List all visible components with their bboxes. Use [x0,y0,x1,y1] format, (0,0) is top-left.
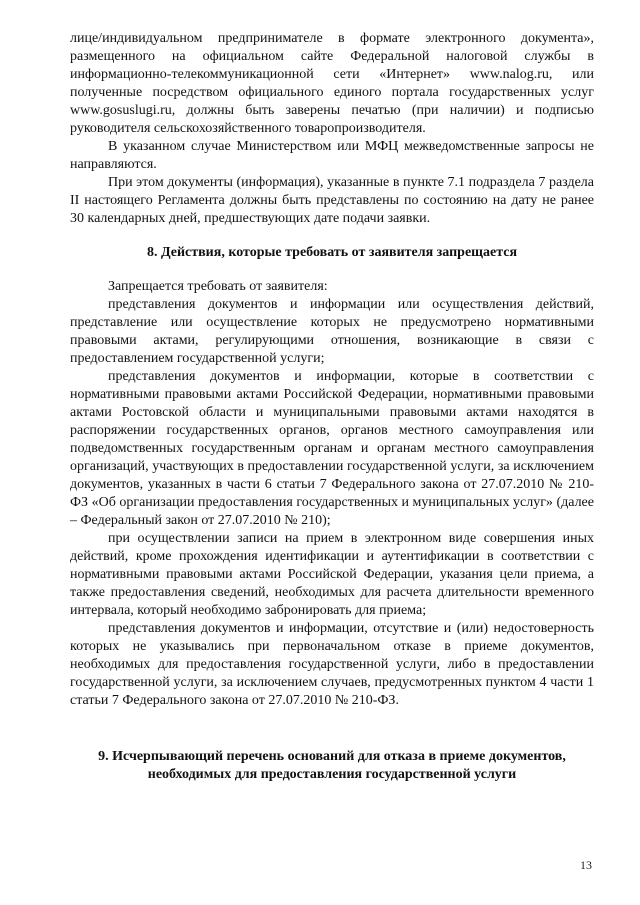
section-8-heading: 8. Действия, которые требовать от заявителя запрещается [146,245,518,260]
section-9-heading-line-1: 9. Исчерпывающий перечень оснований для отказа в приеме документов, [98,749,566,764]
paragraph-prohibited-item-4: представления документов и информации, отсутствие и (или) недостоверность которых не указывались при первоначальном отказе в приеме документов, необходимых для предоставления государственной услуги, либо в предоставлении государственной услуги, за исключением случаев, предусмотренных пунктом 4 части 1 статьи 7 Федерального закона от 27.07.2010 № 210-ФЗ. [70,621,594,708]
paragraph-electronic-document: лице/индивидуальном предпринимателе в формате электронного документа», размещенного на официальном сайте Федеральной налоговой службы в информационно-телекоммуникационной сети «Интернет» www.nalog.ru, или полученные посредством официального единого портала государственных услуг www.gosuslugi.ru, должны быть заверены печатью (при наличии) и подписью руководителя сельскохозяйственного товаропроизводителя. [70,31,594,136]
paragraph-prohibited-item-3: при осуществлении записи на прием в электронном виде совершения иных действий, кроме прохождения идентификации и аутентификации в соответствии с нормативными правовыми актами Российской Федерации, указания цели приема, а также предоставления сведений, необходимых для расчета длительности временного интервала, который необходимо забронировать для приема; [70,531,594,618]
section-9-heading-line-2: необходимых для предоставления государственной услуги [147,767,517,782]
paragraph-no-requests: В указанном случае Министерством или МФЦ межведомственные запросы не направляются. [70,139,594,172]
paragraph-prohibited-item-2: представления документов и информации, которые в соответствии с нормативными правовыми актами Российской Федерации, нормативными правовыми актами Ростовской области и муниципальными правовыми актами находятся в распоряжении государственных органов, органов местного самоуправления или подведомственных государственным органам и органам местного самоуправления организаций, участвующих в предоставлении государственной услуги, за исключением документов, указанных в части 6 статьи 7 Федерального закона от 27.07.2010 № 210-ФЗ «Об организации предоставления государственных и муниципальных услуг» (далее – Федеральный закон от 27.07.2010 № 210); [70,369,594,528]
paragraph-prohibited-item-1: представления документов и информации или осуществления действий, представление или осуществление которых не предусмотрено нормативными правовыми актами, регулирующими отношения, возникающие в связи с предоставлением государственной услуги; [70,297,594,366]
section-9-heading [70,748,594,784]
paragraph-prohibited-intro: Запрещается требовать от заявителя: [108,279,328,294]
paragraph-document-date: При этом документы (информация), указанные в пункте 7.1 подраздела 7 раздела II настоящего Регламента должны быть представлены по состоянию на дату не ранее 30 календарных дней, предшествующих дате подачи заявки. [70,175,594,226]
document-page [70,30,594,784]
page-number: 13 [580,858,592,872]
